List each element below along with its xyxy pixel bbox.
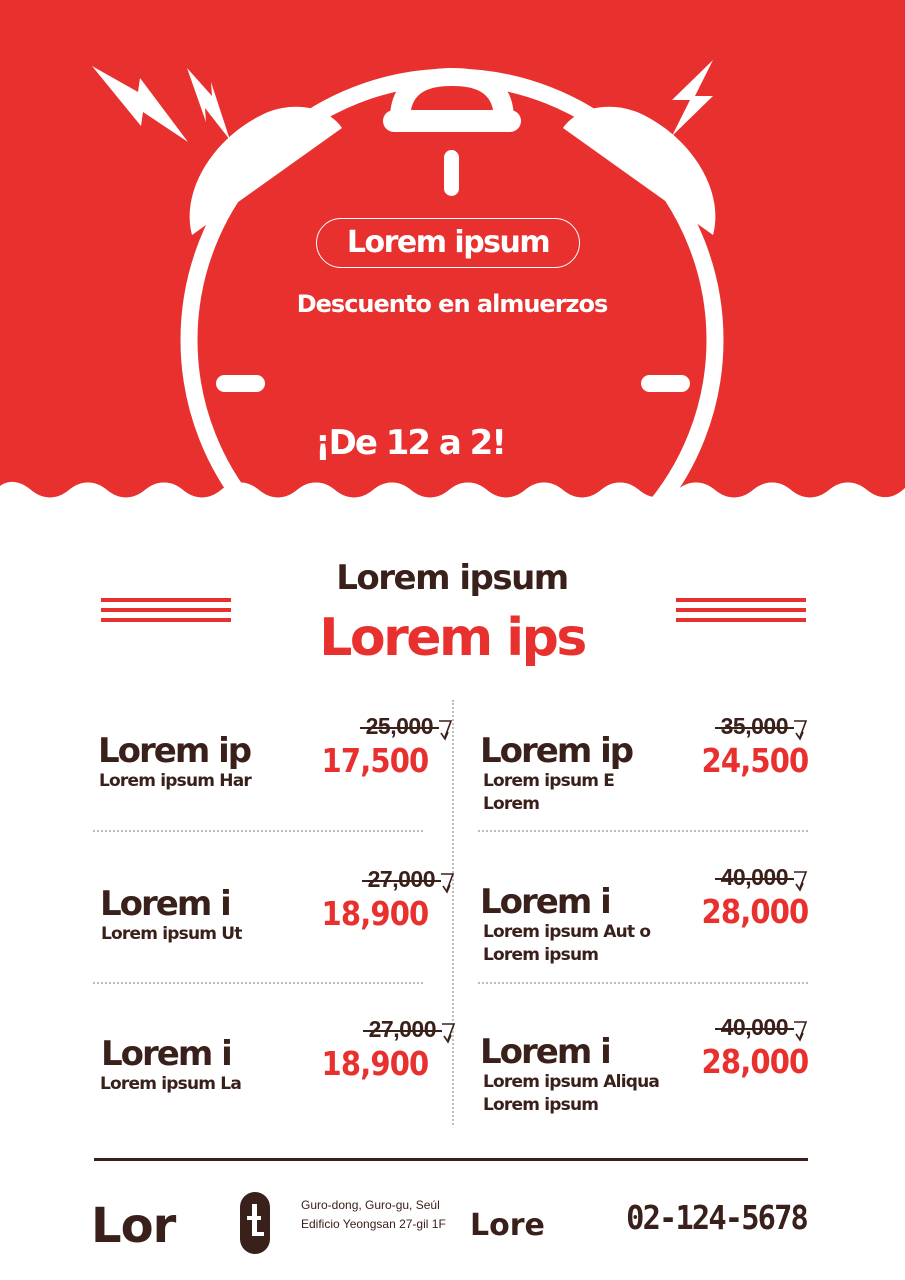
menu-item-old-price: 27,000: [368, 1016, 436, 1042]
address-line-2: Edificio Yeongsan 27-gil 1F: [301, 1217, 446, 1231]
arrow-icon: [437, 719, 453, 741]
arrow-icon: [792, 719, 808, 741]
footer-rule: [94, 1158, 808, 1161]
menu-item-name: Lorem i: [480, 882, 610, 922]
menu-item-desc: Lorem ipsum Har: [99, 771, 251, 791]
menu-item-desc: Lorem ipsum E Lorem: [483, 771, 615, 814]
menu-item-old-price: 40,000: [720, 1014, 788, 1040]
menu-item-name: Lorem i: [480, 1032, 610, 1072]
menu-item-new-price: 18,900: [321, 894, 428, 933]
menu-item-desc: Lorem ipsum Ut: [101, 924, 242, 944]
arrow-icon: [440, 1022, 456, 1044]
menu-item: [98, 713, 453, 855]
footer-brand-secondary: Lore: [470, 1208, 545, 1243]
address-line-1: Guro-dong, Guro-gu, Seúl: [301, 1198, 440, 1212]
menu-item-name: Lorem ip: [98, 731, 251, 771]
menu-item-new-price: 28,000: [701, 1042, 808, 1081]
hero-banner: [0, 0, 905, 520]
promo-badge: Lorem ipsum: [316, 218, 580, 268]
menu-item-desc: Lorem ipsum Aliqua Lorem ipsum: [483, 1072, 660, 1115]
menu-item-new-price: 24,500: [701, 741, 808, 780]
footer-phone: 02-124-5678: [626, 1198, 807, 1237]
menu-item-name: Lorem i: [100, 884, 230, 924]
right-stripes: [676, 598, 806, 628]
arrow-icon: [439, 872, 455, 894]
menu-heading: Lorem ipsum: [336, 558, 568, 598]
menu-item-new-price: 28,000: [701, 892, 808, 931]
menu-item-desc: Lorem ipsum Aut o Lorem ipsum: [483, 922, 651, 965]
menu-item: [480, 713, 808, 855]
menu-item: [100, 1016, 456, 1158]
menu-item-name: Lorem i: [101, 1034, 231, 1074]
left-stripes: [101, 598, 231, 628]
menu-item-new-price: 18,900: [321, 1044, 428, 1083]
menu-item: [100, 866, 455, 1008]
menu-item-desc: Lorem ipsum La: [100, 1074, 242, 1094]
menu-item: [480, 1014, 808, 1156]
arrow-icon: [792, 870, 808, 892]
menu-item-old-price: 27,000: [367, 866, 435, 892]
menu-item-old-price: 35,000: [720, 713, 788, 739]
menu-title: Lorem ips: [319, 608, 585, 668]
footer-brand: Lor: [91, 1198, 176, 1254]
menu-item-old-price: 40,000: [720, 864, 788, 890]
menu-item-name: Lorem ip: [480, 731, 633, 771]
menu-item-old-price: 25,000: [365, 713, 433, 739]
brand-logo-icon: [240, 1192, 270, 1254]
menu-item-new-price: 17,500: [321, 741, 428, 780]
footer-address: [301, 1196, 446, 1234]
promo-subtitle: Descuento en almuerzos: [296, 290, 608, 318]
menu-item: [480, 864, 808, 1006]
arrow-icon: [792, 1020, 808, 1042]
promo-hours: ¡De 12 a 2!: [315, 423, 505, 463]
